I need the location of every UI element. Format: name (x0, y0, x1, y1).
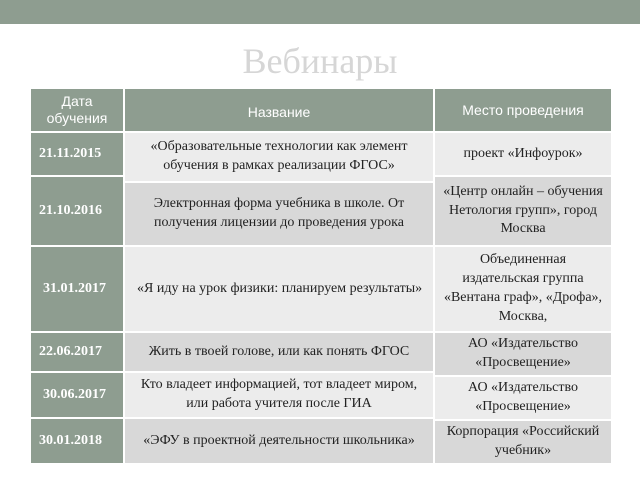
name-cell: Кто владеет информацией, тот владеет миром, или работа учителя после ГИА (124, 372, 434, 418)
place-cell: «Центр онлайн – обучения Нетология групп», город Москва (434, 176, 612, 246)
page-title: Вебинары (242, 41, 398, 81)
name-cell: «Я иду на урок физики: планируем результаты» (124, 246, 434, 332)
header-place: Место проведения (434, 88, 612, 132)
name-cell: «ЭФУ в проектной деятельности школьника» (124, 418, 434, 464)
date-cell: 21.10.2016 (30, 176, 124, 246)
top-accent-bar (0, 0, 640, 24)
place-cell: проект «Инфоурок» (434, 132, 612, 176)
name-cell: Электронная форма учебника в школе. От получения лицензии до проведения урока (124, 182, 434, 246)
date-cell: 31.01.2017 (30, 246, 124, 332)
place-cell: Корпорация «Российский учебник» (434, 420, 612, 464)
date-cell: 22.06.2017 (30, 332, 124, 372)
name-cell: Жить в твоей голове, или как понять ФГОС (124, 332, 434, 372)
place-cell: АО «Издательство «Просвещение» (434, 376, 612, 420)
header-name: Название (124, 88, 434, 132)
header-date: Дата обучения (30, 88, 124, 132)
name-cell: «Образовательные технологии как элемент обучения в рамках реализации ФГОС» (124, 132, 434, 182)
place-cell: Объединенная издательская группа «Вентана граф», «Дрофа», Москва, (434, 246, 612, 332)
date-cell: 30.06.2017 (30, 372, 124, 418)
place-cell: АО «Издательство «Просвещение» (434, 332, 612, 376)
date-cell: 30.01.2018 (30, 418, 124, 464)
date-cell: 21.11.2015 (30, 132, 124, 176)
